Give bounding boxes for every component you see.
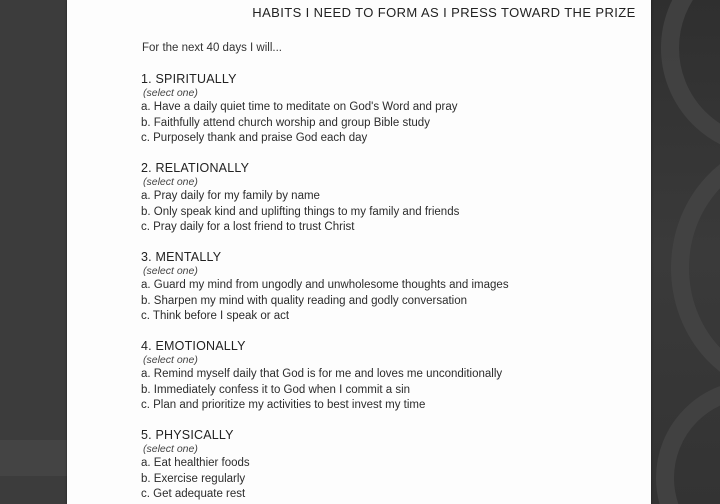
option-item: a. Have a daily quiet time to meditate on God's Word and pray (141, 101, 458, 113)
option-item: a. Eat healthier foods (141, 457, 250, 469)
section-heading: 4. EMOTIONALLY (141, 339, 246, 353)
section-heading: 1. SPIRITUALLY (141, 72, 237, 86)
section-note: (select one) (143, 265, 198, 277)
option-item: b. Sharpen my mind with quality reading and godly conversation (141, 294, 468, 307)
option-item: b. Immediately confess it to God when I commit a sin (141, 383, 411, 396)
section-note: (select one) (143, 443, 198, 455)
section-note: (select one) (143, 354, 198, 366)
section-relationally (141, 161, 459, 236)
option-item: c. Purposely thank and praise God each day (141, 132, 368, 144)
document-title: HABITS I NEED TO FORM AS I PRESS TOWARD THE PRIZE (252, 5, 636, 20)
option-item: c. Get adequate rest (141, 488, 246, 500)
left-background-stripe (0, 440, 67, 476)
section-physically (141, 428, 250, 503)
option-item: b. Exercise regularly (141, 472, 246, 485)
section-heading: 5. PHYSICALLY (141, 428, 234, 442)
section-note: (select one) (143, 176, 198, 188)
section-heading: 2. RELATIONALLY (141, 161, 250, 175)
option-item: b. Only speak kind and uplifting things to my family and friends (141, 205, 460, 218)
decorative-ring (671, 140, 720, 396)
decorative-ring (656, 380, 720, 504)
section-emotionally (141, 339, 502, 414)
right-background (651, 0, 720, 504)
section-spiritually (141, 72, 458, 147)
decorative-ring (661, 0, 720, 156)
option-item: a. Pray daily for my family by name (141, 190, 320, 202)
left-background (0, 0, 67, 504)
section-mentally (141, 250, 509, 325)
option-item: b. Faithfully attend church worship and group Bible study (141, 116, 430, 129)
option-item: a. Guard my mind from ungodly and unwholesome thoughts and images (141, 279, 509, 291)
section-heading: 3. MENTALLY (141, 250, 222, 264)
section-note: (select one) (143, 87, 198, 99)
option-item: c. Plan and prioritize my activities to best invest my time (141, 399, 426, 411)
option-item: c. Think before I speak or act (141, 310, 290, 322)
document-page (67, 0, 651, 504)
intro-text: For the next 40 days I will... (142, 42, 282, 54)
option-item: a. Remind myself daily that God is for me and loves me unconditionally (141, 368, 503, 380)
option-item: c. Pray daily for a lost friend to trust Christ (141, 221, 355, 233)
